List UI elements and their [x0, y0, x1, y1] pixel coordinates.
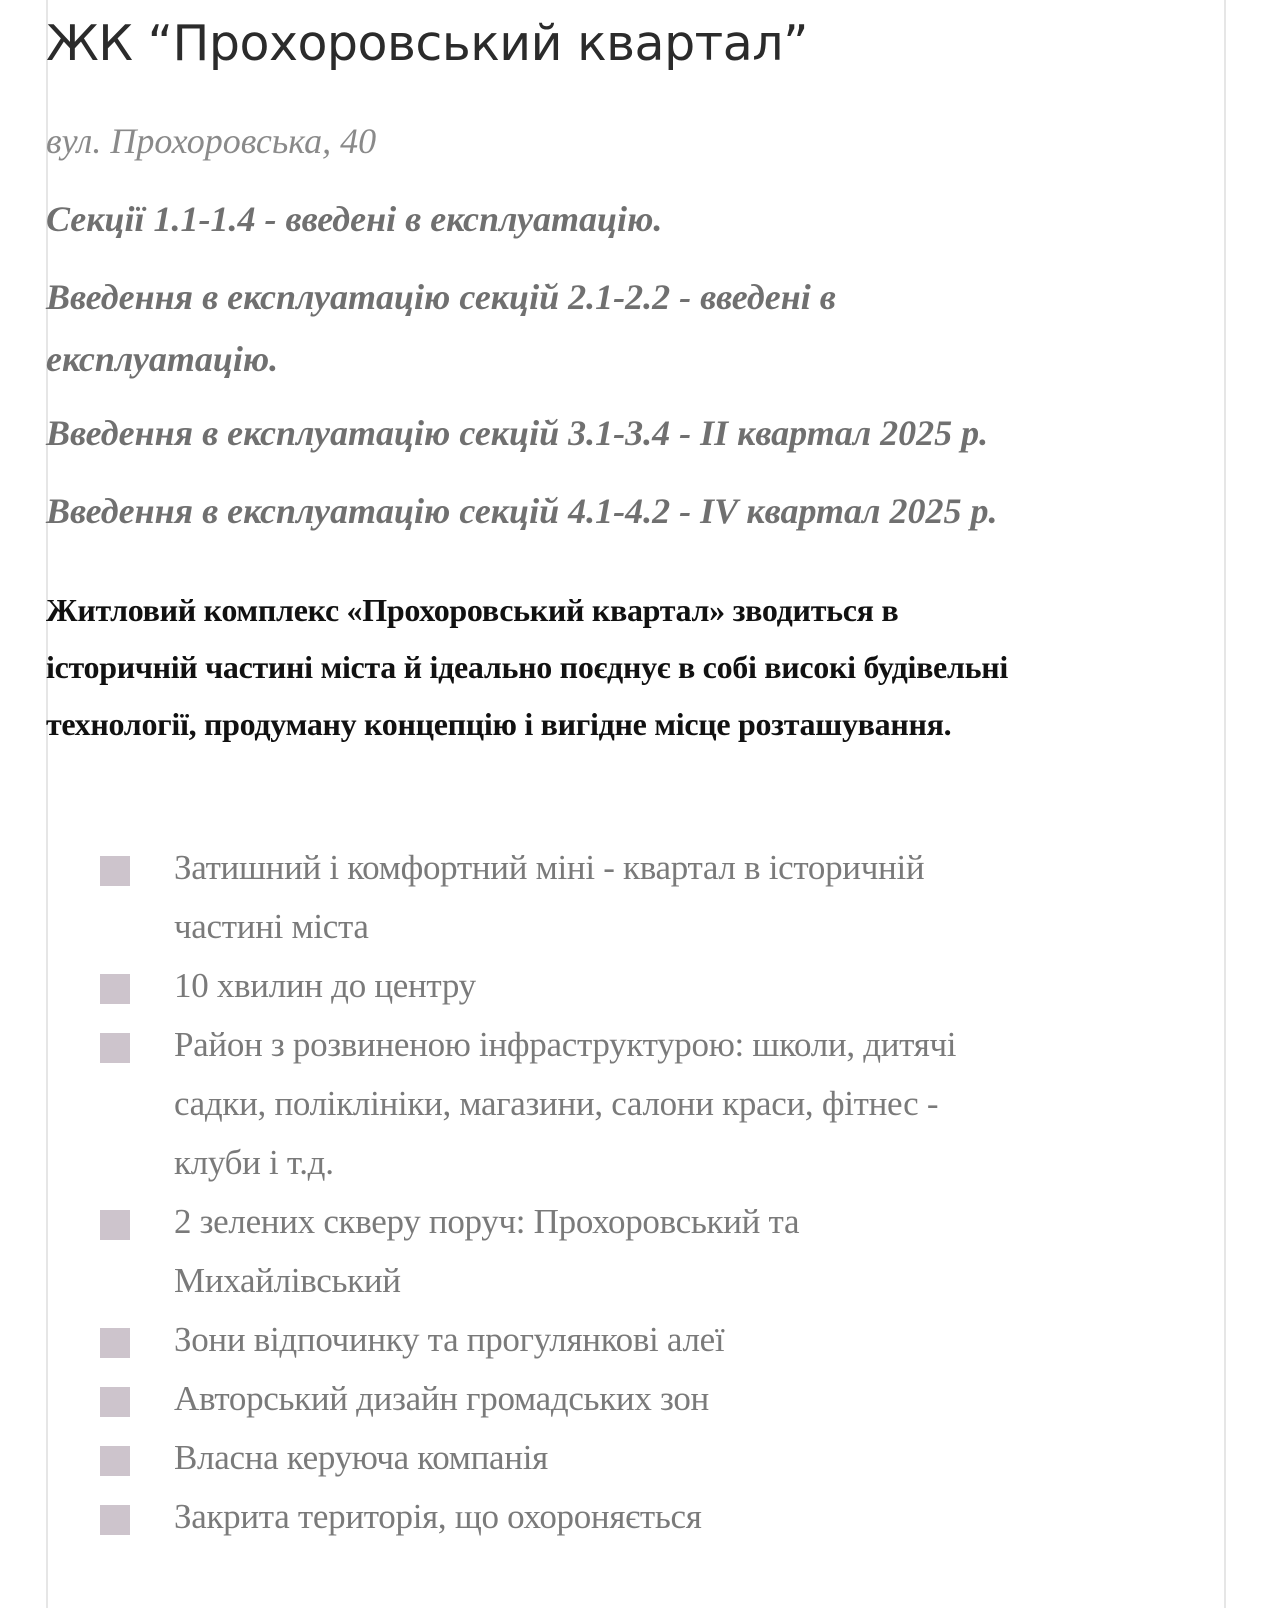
- feature-item: [100, 1192, 1020, 1310]
- square-bullet-icon: [100, 856, 130, 886]
- feature-item: [100, 1428, 1020, 1487]
- square-bullet-icon: [100, 1328, 130, 1358]
- feature-item: [100, 1369, 1020, 1428]
- feature-item: [100, 838, 1020, 956]
- square-bullet-icon: [100, 1505, 130, 1535]
- square-bullet-icon: [100, 1446, 130, 1476]
- feature-text: Авторський дизайн громадських зон: [174, 1379, 709, 1418]
- status-line: Секції 1.1-1.4 - введені в експлуатацію.: [46, 199, 663, 239]
- address: вул. Прохоровська, 40: [46, 121, 377, 161]
- feature-text: Власна керуюча компанія: [174, 1438, 548, 1477]
- status-line: Введення в експлуатацію секцій 3.1-3.4 - II квартал 2025 р.: [46, 413, 989, 453]
- feature-item: [100, 1015, 1020, 1192]
- intro-paragraph: Житловий комплекс «Прохоровський квартал» зводиться в історичній частині міста й ідеально поєднує в собі високі будівельні технології, продуману концепцію і вигідне місце розташування.: [46, 592, 1008, 742]
- feature-item: [100, 1487, 1020, 1546]
- square-bullet-icon: [100, 974, 130, 1004]
- feature-text: Зони відпочинку та прогулянкові алеї: [174, 1320, 725, 1359]
- status-line: Введення в експлуатацію секцій 2.1-2.2 - введені в експлуатацію.: [46, 277, 836, 379]
- feature-text: 2 зелених скверу поруч: Прохоровський та Михайлівський: [174, 1202, 800, 1300]
- page-title: ЖК “Прохоровський квартал”: [46, 15, 808, 72]
- feature-item: [100, 956, 1020, 1015]
- feature-item: [100, 1310, 1020, 1369]
- features-list: [100, 838, 1020, 1546]
- square-bullet-icon: [100, 1210, 130, 1240]
- feature-text: Затишний і комфортний міні - квартал в історичній частині міста: [174, 848, 925, 946]
- feature-text: 10 хвилин до центру: [174, 966, 476, 1005]
- feature-text: Закрита територія, що охороняється: [174, 1497, 702, 1536]
- status-line: Введення в експлуатацію секцій 4.1-4.2 - IV квартал 2025 р.: [46, 491, 998, 531]
- feature-text: Район з розвиненою інфраструктурою: школи, дитячі садки, поліклініки, магазини, салони краси, фітнес - клуби і т.д.: [174, 1025, 957, 1182]
- square-bullet-icon: [100, 1387, 130, 1417]
- square-bullet-icon: [100, 1033, 130, 1063]
